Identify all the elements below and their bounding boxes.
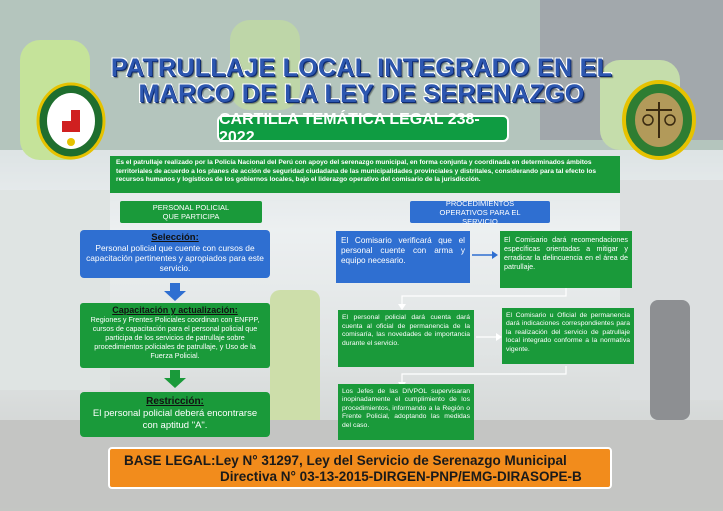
seleccion-text: Personal policial que cuente con cursos de capacitación pertinentes y apropiados para este servicio. — [86, 243, 264, 273]
title-line-1: PATRULLAJE LOCAL INTEGRADO EN EL — [110, 54, 613, 82]
base-legal-box — [108, 447, 612, 489]
procedure-step-1: El Comisario verificará que el personal cuente con arma y equipo necesario. — [336, 231, 470, 283]
restriccion-title: Restricción: — [146, 396, 204, 407]
capacitacion-box — [80, 303, 270, 368]
left-column-header-text: PERSONAL POLICIAL QUE PARTICIPA — [152, 203, 230, 221]
arrow-down-1-icon — [164, 283, 186, 301]
subtitle-badge: CARTILLA TEMÁTICA LEGAL 238-2022 — [217, 115, 509, 142]
seleccion-box — [80, 230, 270, 278]
restriccion-box — [80, 392, 270, 437]
procedure-step-2: El Comisario dará recomendaciones específicas orientadas a mitigar y erradicar la delincuencia en el área de patrullaje. — [500, 231, 632, 288]
capacitacion-title: Capacitación y actualización: — [112, 305, 238, 315]
title-line-2: MARCO DE LA LEY DE SERENAZGO — [138, 80, 585, 108]
base-legal-line-2: Directiva N° 03-13-2015-DIRGEN-PNP/EMG-DIRASOPE-B — [220, 469, 582, 484]
left-column-header — [120, 201, 262, 223]
procedure-step-3: El personal policial dará cuenta dará cuenta al oficial de permanencia de la comisaría, las novedades de importancia durante el servicio. — [338, 310, 474, 367]
intro-paragraph: Es el patrullaje realizado por la Policía Nacional del Perú con apoyo del serenazgo municipal, en forma conjunta y coordinada en determinados ámbitos territoriales de acuerdo a los planes de acción de seguridad ciudadana de las municipalidades provinciales y distritales, considerando para tal efecto los recursos humanos y logísticos de los gobiernos locales, bajo el liderazgo operativo del comisario de la jurisdicción. — [110, 156, 620, 193]
arrow-right-1-icon — [472, 250, 498, 260]
procedure-step-5: Los Jefes de las DIVPOL supervisaran inopinadamente el cumplimiento de los procedimientos, informando a la Región o Frente Policial, adoptando las medidas del caso. — [338, 384, 474, 440]
restriccion-text: El personal policial deberá encontrarse con aptitud "A". — [92, 408, 258, 431]
seleccion-title: Selección: — [151, 232, 199, 243]
right-column-header-text: PROCEDIMIENTOS OPERATIVOS PARA EL SERVICIO — [439, 198, 521, 226]
procedure-step-4: El Comisario u Oficial de permanencia dará indicaciones correspondientes para la realización del servicio de patrullaje local integrado conforme a la normativa vigente. — [502, 308, 634, 364]
arrow-down-2-icon — [164, 370, 186, 388]
base-legal-line-1: BASE LEGAL:Ley N° 31297, Ley del Servicio de Serenazgo Municipal — [124, 453, 567, 468]
right-column-header — [410, 198, 550, 226]
arrow-connector-1-icon — [398, 288, 568, 310]
capacitacion-text: Regiones y Frentes Policiales coordinan con ENFPP, cursos de capacitación para el personal policial que participa de los servicios de patrullaje sobre procedimientos policiales de patrullaje, y Uso de la Fuerza Policial. — [90, 315, 260, 360]
arrow-right-2-icon — [476, 332, 502, 342]
